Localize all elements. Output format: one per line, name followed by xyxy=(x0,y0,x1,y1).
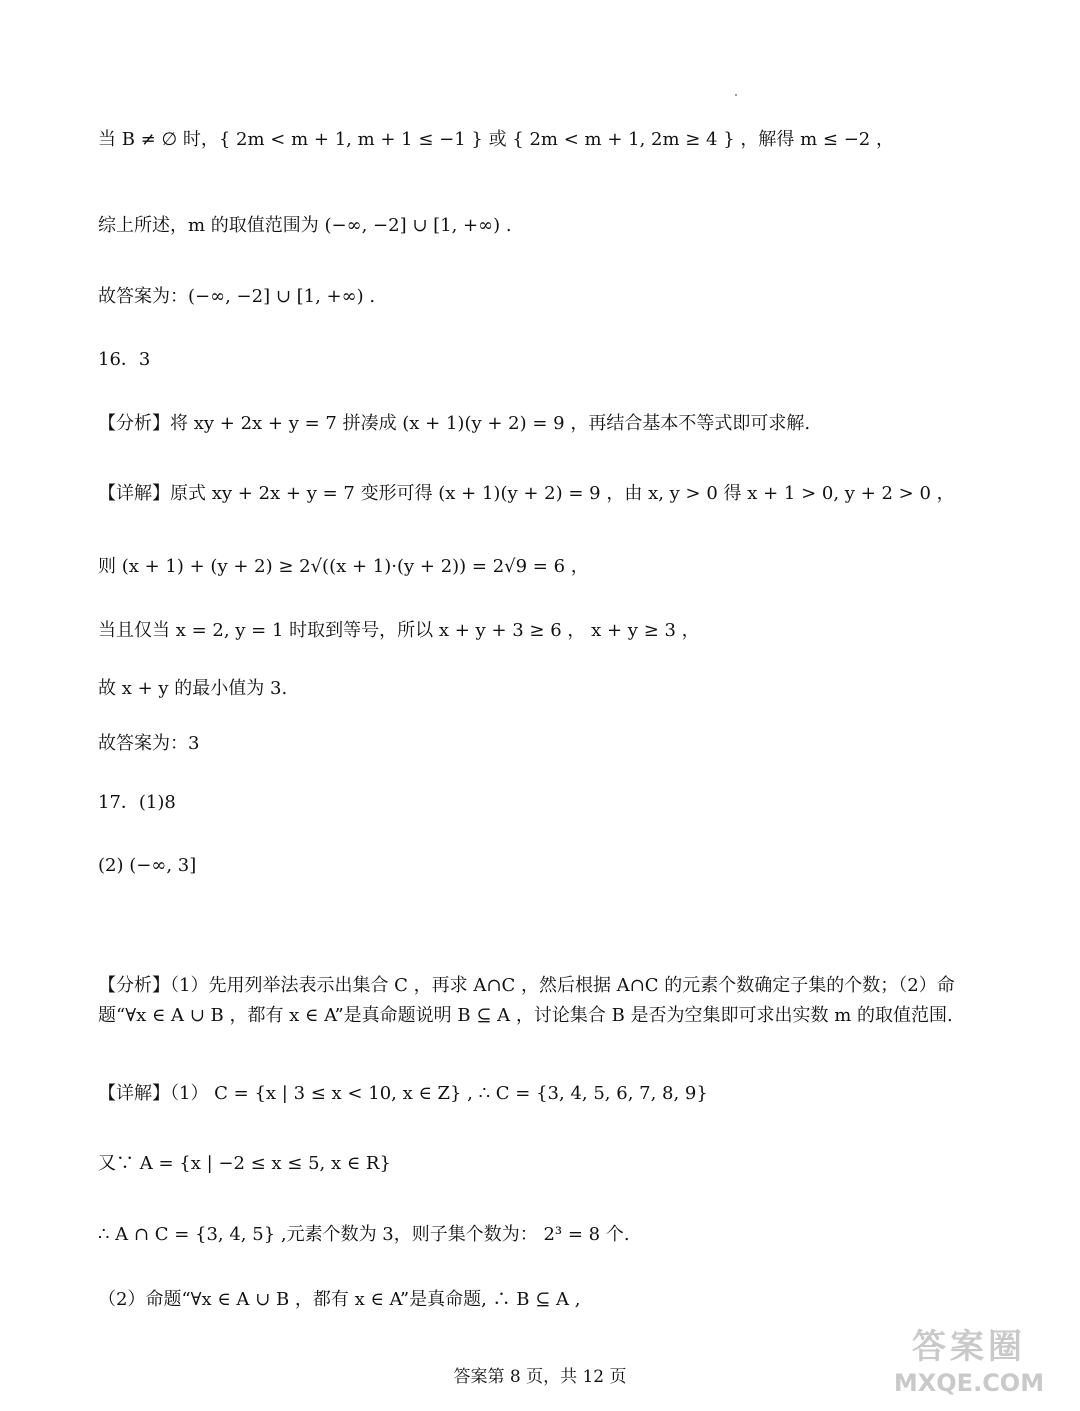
detail-17-line3: ∴ A ∩ C = {3, 4, 5} ,元素个数为 3，则子集个数为： 2³ = 8 个. xyxy=(98,1224,630,1245)
question-17-part1: 17．(1)8 xyxy=(98,792,176,813)
detail-16-line1: 【详解】原式 xy + 2x + y = 7 变形可得 (x + 1)(y + 2) = 9 ，由 x, y > 0 得 x + 1 > 0, y + 2 > 0 ， xyxy=(98,483,955,504)
analysis-17: 【分析】（1）先用列举法表示出集合 C ，再求 A∩C ，然后根据 A∩C 的元素个数确定子集的个数；（2）命题“∀x ∈ A ∪ B ，都有 x ∈ A”是真命题说明 B ⊆ A ，讨论集合 B 是否为空集即可求出实数 m 的取值范围. xyxy=(98,975,955,1026)
case-b-nonempty-line: 当 B ≠ ∅ 时，{ 2m < m + 1, m + 1 ≤ −1 } 或 { 2m < m + 1, 2m ≥ 4 } ，解得 m ≤ −2 ， xyxy=(98,129,894,150)
answer-line-16: 故答案为：3 xyxy=(98,733,200,754)
detail-17-line1: 【详解】（1） C = {x | 3 ≤ x < 10, x ∈ Z} , ∴ C = {3, 4, 5, 6, 7, 8, 9} xyxy=(98,1083,708,1104)
detail-16-line3: 当且仅当 x = 2, y = 1 时取到等号，所以 x + y + 3 ≥ 6 ， x + y ≥ 3 ， xyxy=(98,620,700,641)
question-17-part2: (2) (−∞, 3] xyxy=(98,855,197,876)
detail-17-line2: 又∵ A = {x | −2 ≤ x ≤ 5, x ∈ R} xyxy=(98,1153,391,1174)
stray-dot xyxy=(735,94,737,96)
detail-16-line4: 故 x + y 的最小值为 3. xyxy=(98,678,288,699)
summary-line: 综上所述，m 的取值范围为 (−∞, −2] ∪ [1, +∞) . xyxy=(98,215,512,236)
watermark-top: 答案圈 xyxy=(912,1327,1026,1367)
detail-17-line4: （2）命题“∀x ∈ A ∪ B ，都有 x ∈ A”是真命题, ∴ B ⊆ A , xyxy=(98,1289,581,1310)
page-footer: 答案第 8 页，共 12 页 xyxy=(453,1367,627,1387)
answer-line-15: 故答案为：(−∞, −2] ∪ [1, +∞) . xyxy=(98,286,376,307)
watermark-bottom: MXQE.COM xyxy=(893,1369,1045,1397)
watermark-logo xyxy=(874,1325,1064,1405)
analysis-16: 【分析】将 xy + 2x + y = 7 拼凑成 (x + 1)(y + 2) = 9 ，再结合基本不等式即可求解. xyxy=(98,413,811,434)
detail-16-line2: 则 (x + 1) + (y + 2) ≥ 2√((x + 1)·(y + 2)) = 2√9 = 6 ， xyxy=(98,556,589,577)
question-16-header: 16．3 xyxy=(98,349,151,370)
